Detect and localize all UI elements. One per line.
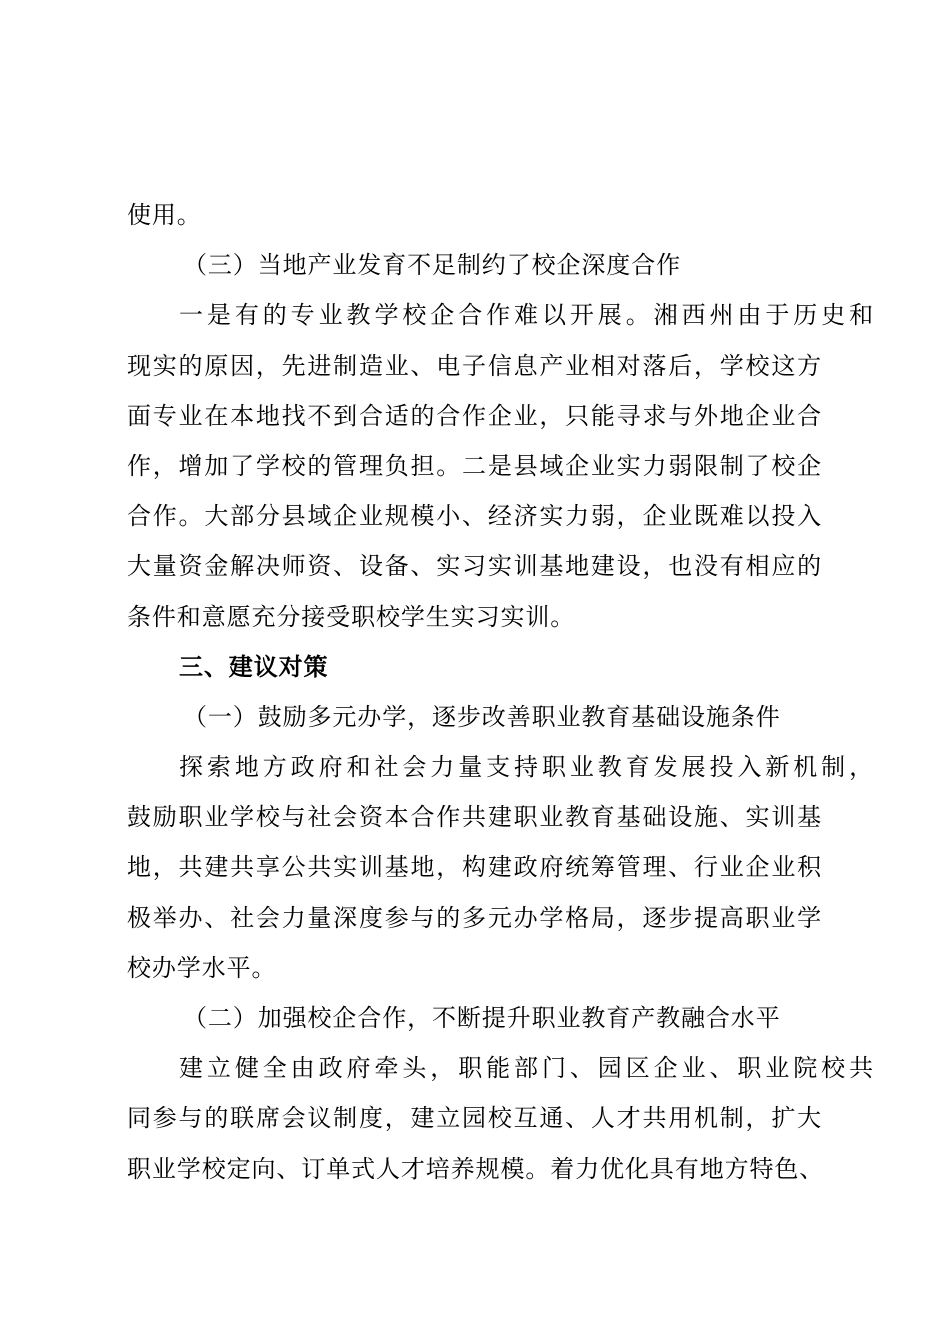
subheading-1: （一）鼓励多元办学，逐步改善职业教育基础设施条件 bbox=[183, 702, 781, 731]
paragraph-line: 现实的原因，先进制造业、电子信息产业相对落后，学校这方 bbox=[127, 351, 822, 380]
paragraph-line: 地，共建共享公共实训基地，构建政府统筹管理、行业企业积 bbox=[127, 853, 822, 882]
paragraph-line: 合作。大部分县域企业规模小、经济实力弱，企业既难以投入 bbox=[127, 502, 822, 531]
paragraph-line: 鼓励职业学校与社会资本合作共建职业教育基础设施、实训基 bbox=[127, 803, 822, 832]
paragraph-line: 职业学校定向、订单式人才培养规模。着力优化具有地方特色、 bbox=[127, 1154, 825, 1183]
paragraph-line: 作，增加了学校的管理负担。二是县域企业实力弱限制了校企 bbox=[127, 451, 822, 480]
paragraph-line: 面专业在本地找不到合适的合作企业，只能寻求与外地企业合 bbox=[127, 401, 822, 430]
paragraph-line: 同参与的联席会议制度，建立园校互通、人才共用机制，扩大 bbox=[127, 1104, 822, 1133]
paragraph-line: 使用。 bbox=[127, 201, 202, 229]
paragraph-line: 探索地方政府和社会力量支持职业教育发展投入新机制， bbox=[179, 753, 874, 782]
paragraph-line: 一是有的专业教学校企合作难以开展。湘西州由于历史和 bbox=[179, 301, 874, 330]
paragraph-line: 大量资金解决师资、设备、实习实训基地建设，也没有相应的 bbox=[127, 552, 822, 581]
subheading-3: （三）当地产业发育不足制约了校企深度合作 bbox=[183, 251, 681, 280]
paragraph-line: 建立健全由政府牵头，职能部门、园区企业、职业院校共 bbox=[179, 1054, 874, 1083]
paragraph-line: 条件和意愿充分接受职校学生实习实训。 bbox=[127, 602, 576, 631]
section-heading: 三、建议对策 bbox=[179, 652, 329, 681]
document-body bbox=[127, 190, 874, 1194]
paragraph-line: 校办学水平。 bbox=[127, 953, 277, 982]
paragraph-line: 极举办、社会力量深度参与的多元办学格局，逐步提高职业学 bbox=[127, 903, 822, 932]
subheading-2: （二）加强校企合作，不断提升职业教育产教融合水平 bbox=[183, 1004, 781, 1032]
